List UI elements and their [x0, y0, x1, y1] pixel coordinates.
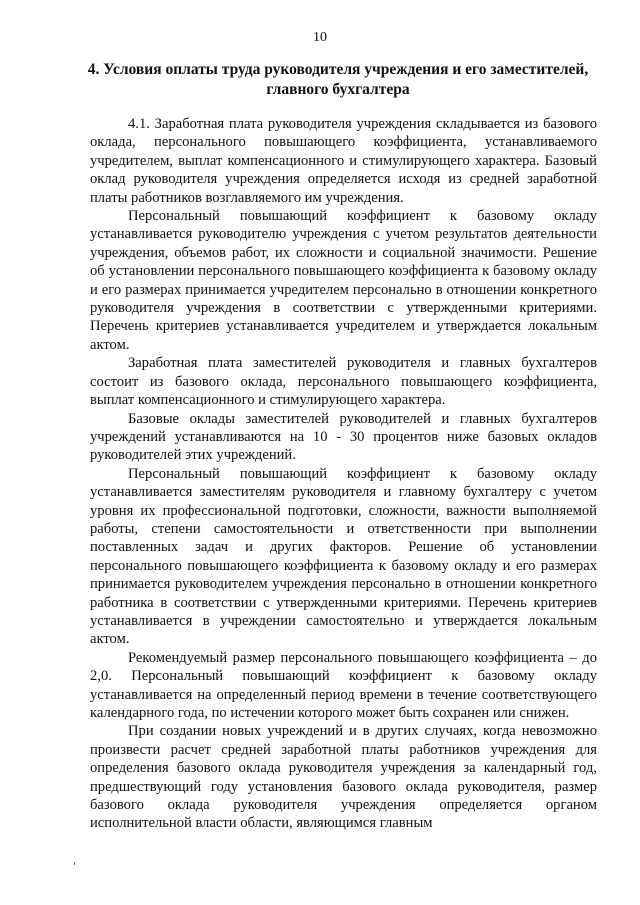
scan-mark	[74, 862, 75, 865]
paragraph: Рекомендуемый размер персонального повышающего коэффициента – до 2,0. Персональный повышающий коэффициент к базовому окладу устанавливается на определенный период времени в течение соответствующего календарного года, по истечении которого может быть сохранен или снижен.	[90, 649, 597, 721]
section-heading: 4. Условия оплаты труда руководителя учреждения и его заместителей, главного бухгалтера	[87, 61, 589, 98]
paragraph: 4.1. Заработная плата руководителя учреждения складывается из базового оклада, персонального повышающего коэффициента, устанавливаемого учредителем, выплат компенсационного и стимулирующего характера. Базовый оклад руководителя учреждения определяется исходя из средней заработной платы работников возглавляемого им учреждения.	[90, 116, 597, 206]
page-number: 10	[313, 30, 327, 45]
paragraph: Заработная плата заместителей руководителя и главных бухгалтеров состоит из базового оклада, персонального повышающего коэффициента, выплат компенсационного и стимулирующего характера.	[90, 355, 597, 409]
paragraph: Персональный повышающий коэффициент к базовому окладу устанавливается руководителю учреждения с учетом результатов деятельности учреждения, объемов работ, их сложности и социальной значимости. Решение об установлении персонального повышающего коэффициента к базовому окладу и его размерах принимается учредителем персонально в отношении конкретного руководителя учреждения в соответствии с утвержденными критериями. Перечень критериев устанавливается учредителем и утверждается локальным актом.	[90, 208, 597, 353]
paragraph: Персональный повышающий коэффициент к базовому окладу устанавливается заместителям руководителя и главному бухгалтеру с учетом уровня их профессиональной подготовки, сложности, важности выполняемой работы, степени самостоятельности и ответственности при выполнении поставленных задач и других факторов. Решение об установлении персонального повышающего коэффициента к базовому окладу и его размерах принимается руководителем учреждения персонально в отношении конкретного работника в соответствии с утвержденными критериями. Перечень критериев устанавливается в учреждении самостоятельно и утверждается локальным актом.	[90, 465, 597, 648]
document-body	[90, 115, 597, 833]
paragraph: Базовые оклады заместителей руководителей и главных бухгалтеров учреждений устанавливаются на 10 - 30 процентов ниже базовых окладов руководителей этих учреждений.	[90, 410, 597, 464]
paragraph: При создании новых учреждений и в других случаях, когда невозможно произвести расчет средней заработной платы работников учреждения для определения базового оклада руководителя учреждения за календарный год, предшествующий году установления базового оклада руководителя, размер базового оклада руководителя учреждения определяется органом исполнительной власти области, являющимся главным	[90, 723, 597, 832]
